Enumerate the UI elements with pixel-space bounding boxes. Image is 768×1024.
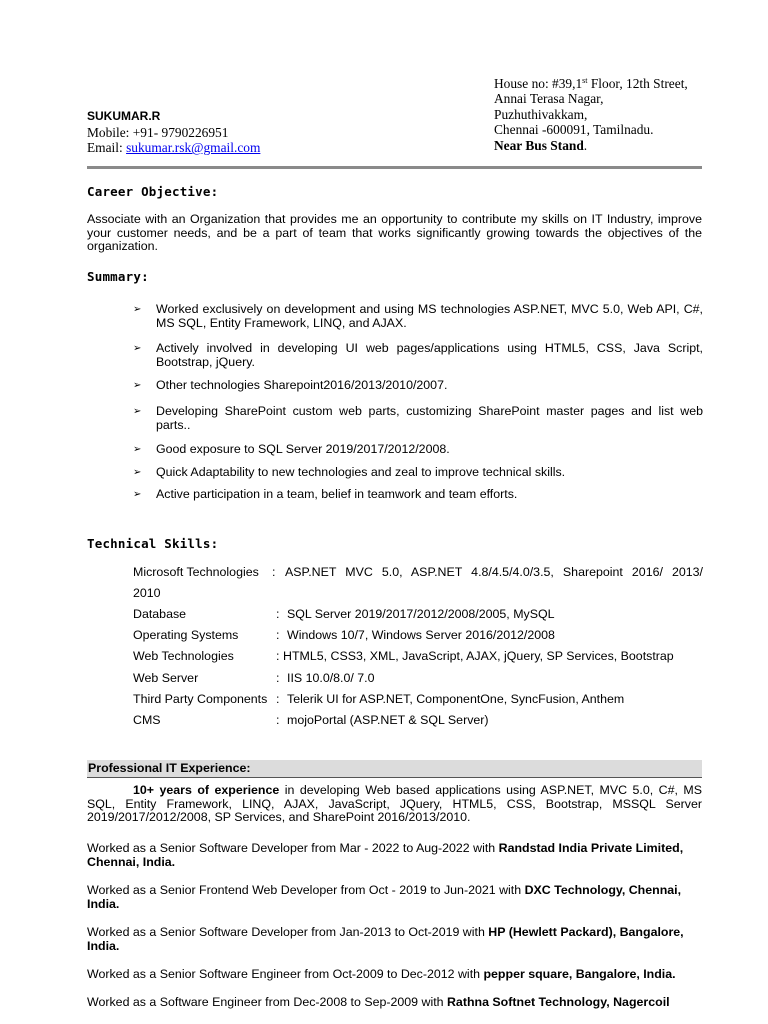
- summary-item: ➢ Worked exclusively on development and using MS technologies ASP.NET, MVC 5.0, Web API, C#, MS SQL, Entity Framework, LINQ, and AJAX.: [133, 302, 703, 330]
- job-entry: Worked as a Senior Frontend Web Developer from Oct - 2019 to Jun-2021 with DXC Technology, Chennai, India.: [87, 883, 682, 911]
- arrow-bullet-icon: ➢: [133, 466, 142, 478]
- career-objective-heading: Career Objective:: [87, 184, 219, 199]
- skill-row: [133, 562, 703, 604]
- skill-label: Web Server: [133, 670, 199, 685]
- summary-list: [133, 303, 703, 502]
- skill-value: Telerik UI for ASP.NET, ComponentOne, SyncFusion, Anthem: [287, 691, 625, 706]
- skill-label: Third Party Components: [133, 691, 268, 706]
- arrow-bullet-icon: ➢: [133, 444, 142, 456]
- skill-colon: :: [276, 691, 280, 706]
- skill-value: SQL Server 2019/2017/2012/2008/2005, MySQL: [287, 607, 555, 621]
- summary-item: ➢ Active participation in a team, belief in teamwork and team efforts.: [133, 487, 518, 502]
- skill-value: HTML5, CSS3, XML, JavaScript, AJAX, jQuery, SP Services, Bootstrap: [283, 649, 674, 664]
- skill-row: [133, 689, 703, 710]
- company-name: HP (Hewlett Packard), Bangalore, India.: [87, 925, 684, 953]
- email-link[interactable]: sukumar.rsk@gmail.com: [126, 140, 261, 156]
- skill-colon: :: [276, 607, 280, 621]
- address-line-4: Chennai -600091, Tamilnadu.: [494, 122, 654, 138]
- skill-value: IIS 10.0/8.0/ 7.0: [287, 670, 375, 685]
- skills-table: [133, 562, 703, 731]
- skill-colon: :: [276, 670, 280, 685]
- arrow-bullet-icon: ➢: [133, 380, 142, 392]
- job-entry: Worked as a Senior Software Engineer from Oct-2009 to Dec-2012 with pepper square, Bangalore, India.: [87, 967, 676, 981]
- skill-row: [133, 646, 703, 667]
- arrow-bullet-icon: ➢: [133, 304, 142, 315]
- skill-colon: :: [276, 712, 280, 727]
- skill-row: [133, 710, 703, 731]
- company-name: DXC Technology, Chennai, India.: [87, 883, 682, 911]
- company-name: pepper square, Bangalore, India.: [483, 967, 676, 981]
- address-line-1: House no: #39,1st Floor, 12th Street,: [494, 76, 688, 91]
- job-entry: Worked as a Software Engineer from Dec-2008 to Sep-2009 with Rathna Softnet Technology, Nagercoil: [87, 995, 670, 1009]
- summary-item: ➢ Developing SharePoint custom web parts, customizing SharePoint master pages and list web parts..: [133, 403, 703, 432]
- skill-colon: :: [276, 628, 280, 643]
- skill-label: Web Technologies: [133, 649, 234, 664]
- arrow-bullet-icon: ➢: [133, 343, 142, 355]
- summary-item: ➢ Other technologies Sharepoint2016/2013/2010/2007.: [133, 378, 448, 393]
- skill-label: CMS: [133, 712, 161, 727]
- mobile-number: +91- 9790226951: [132, 124, 229, 140]
- candidate-name: SUKUMAR.R: [87, 109, 161, 123]
- header-divider: [87, 166, 702, 169]
- skill-value: mojoPortal (ASP.NET & SQL Server): [287, 712, 489, 727]
- mobile-line: Mobile: +91- 9790226951: [87, 124, 229, 140]
- address-line-5: Near Bus Stand.: [494, 137, 588, 153]
- summary-item: ➢ Actively involved in developing UI web pages/applications using HTML5, CSS, Java Script, Bootstrap, jQuery.: [133, 341, 703, 369]
- skill-label: Database: [133, 607, 187, 621]
- contact-block: [87, 109, 260, 156]
- address-block: [494, 76, 688, 153]
- career-objective-text: Associate with an Organization that provides me an opportunity to contribute my skills on IT Industry, improve your customer needs, and be a part of team that works significantly growing towards the objectives of the organization.: [87, 212, 702, 254]
- skill-value: Windows 10/7, Windows Server 2016/2012/2008: [287, 628, 555, 643]
- skill-value-continued: 2010: [133, 586, 161, 600]
- email-line: Email: sukumar.rsk@gmail.com: [87, 140, 261, 156]
- skill-colon: :: [276, 649, 280, 664]
- skill-label: Operating Systems: [133, 628, 239, 643]
- job-entry: Worked as a Senior Software Developer from Jan-2013 to Oct-2019 with HP (Hewlett Packard), Bangalore, India.: [87, 925, 684, 953]
- address-line-2: Annai Terasa Nagar,: [494, 91, 604, 107]
- company-name: Randstad India Private Limited, Chennai, India.: [87, 841, 684, 869]
- technical-skills-heading: Technical Skills:: [87, 536, 219, 551]
- job-entry: Worked as a Senior Software Developer from Mar - 2022 to Aug-2022 with Randstad India Private Limited, Chennai, India.: [87, 841, 684, 869]
- skill-value: ASP.NET MVC 5.0, ASP.NET 4.8/4.5/4.0/3.5, Sharepoint 2016/ 2013/: [285, 565, 703, 579]
- arrow-bullet-icon: ➢: [133, 405, 142, 417]
- company-name: Rathna Softnet Technology, Nagercoil: [446, 995, 670, 1009]
- experience-intro: 10+ years of experience in developing Web based applications using ASP.NET, MVC 5.0, C#, MS SQL, Entity Framework, LINQ, AJAX, JavaScript, JQuery, HTML5, CSS, Bootstrap, MSSQL Server 2019/2017/2012/2008, SP Services, and SharePoint 2016/2013/2010.: [87, 783, 702, 825]
- skill-row: [133, 668, 703, 689]
- skill-row: [133, 604, 703, 625]
- summary-heading: Summary:: [87, 269, 149, 284]
- summary-item: ➢ Quick Adaptability to new technologies and zeal to improve technical skills.: [133, 464, 566, 479]
- address-line-3: Puzhuthivakkam,: [494, 106, 588, 122]
- skill-row: [133, 625, 703, 646]
- skill-label: Microsoft Technologies: [133, 565, 259, 579]
- professional-experience-heading: Professional IT Experience:: [87, 760, 702, 778]
- arrow-bullet-icon: ➢: [133, 489, 142, 501]
- summary-item: ➢ Good exposure to SQL Server 2019/2017/2012/2008.: [133, 442, 450, 457]
- skill-colon: :: [272, 565, 276, 579]
